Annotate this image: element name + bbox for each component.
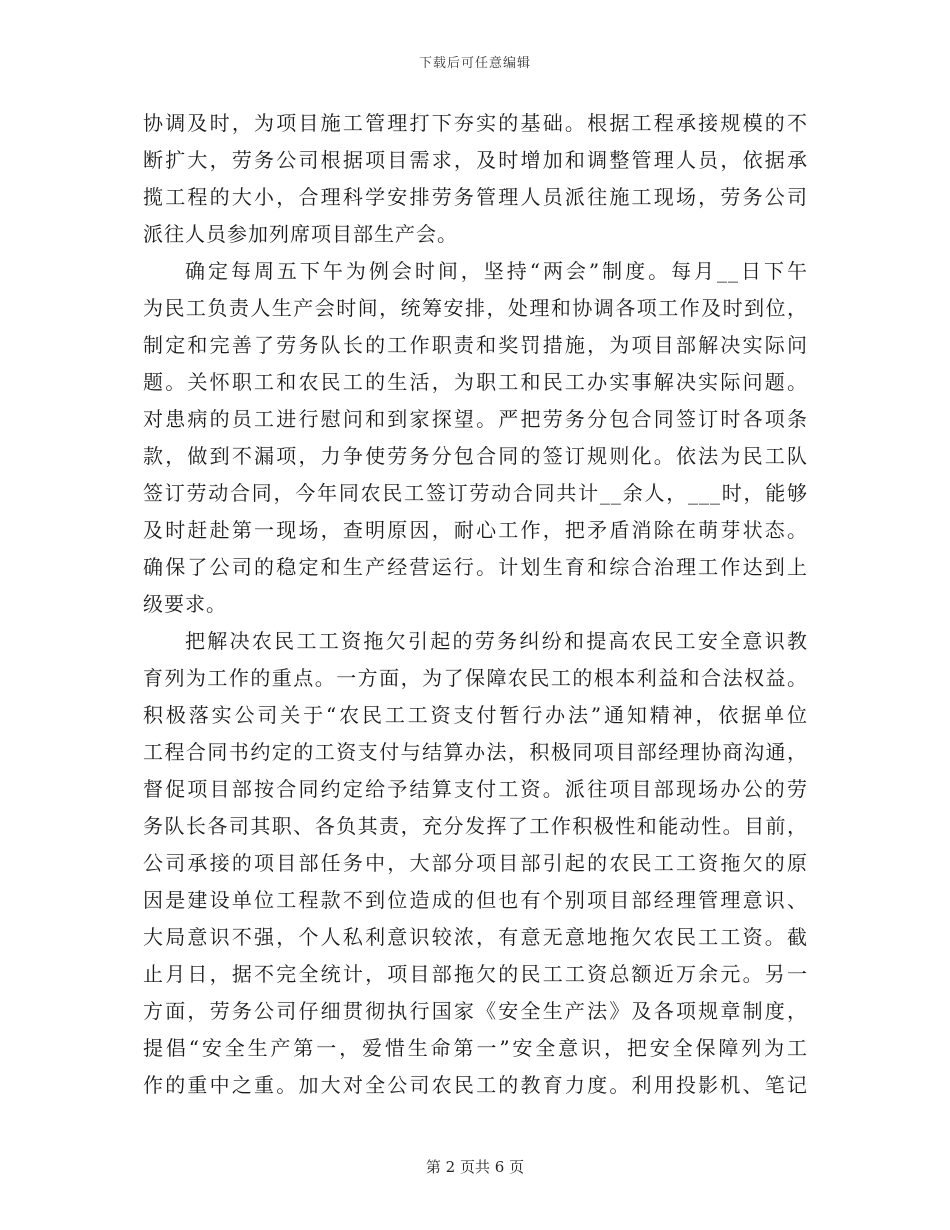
text-line: 提倡“安全生产第一，爱惜生命第一”安全意识，把安全保障列为工: [143, 1036, 808, 1060]
text-line: 公司承接的项目部任务中，大部分项目部引起的农民工工资拖欠的原: [143, 851, 808, 875]
text-line: 为民工负责人生产会时间，统筹安排，处理和协调各项工作及时到位，: [143, 296, 808, 320]
text-line: 止月日，据不完全统计，项目部拖欠的民工工资总额近万余元。另一: [143, 962, 808, 986]
text-line: 制定和完善了劳务队长的工作职责和奖罚措施，为项目部解决实际问: [143, 333, 808, 357]
text-line: 协调及时，为项目施工管理打下夯实的基础。根据工程承接规模的不: [143, 111, 808, 135]
text-line: 工程合同书约定的工资支付与结算办法，积极同项目部经理协商沟通，: [143, 740, 808, 764]
page-header: 下载后可任意编辑: [418, 56, 531, 71]
page-number: 第 2 页共 6 页: [425, 1158, 525, 1176]
text-line: 大局意识不强，个人私利意识较浓，有意无意地拖欠农民工工资。截: [143, 925, 808, 949]
text-line: 方面，劳务公司仔细贯彻执行国家《安全生产法》及各项规章制度，: [143, 999, 808, 1023]
paragraph-2: [143, 253, 808, 623]
text-line: 积极落实公司关于“农民工工资支付暂行办法”通知精神，依据单位: [143, 703, 808, 727]
text-line: 揽工程的大小，合理科学安排劳务管理人员派往施工现场，劳务公司: [143, 185, 808, 209]
text-line: 断扩大，劳务公司根据项目需求，及时增加和调整管理人员，依据承: [143, 148, 808, 172]
text-line: 务队长各司其职、各负其责，充分发挥了工作积极性和能动性。目前，: [143, 814, 808, 838]
text-line: 级要求。: [143, 592, 227, 616]
paragraph-3: [143, 623, 808, 1104]
text-line: 及时赶赴第一现场，查明原因，耐心工作，把矛盾消除在萌芽状态。: [143, 518, 808, 542]
paragraph-1: [143, 105, 808, 253]
text-line: 签订劳动合同，今年同农民工签订劳动合同共计__余人，___时，能够: [143, 481, 808, 505]
text-line: 作的重中之重。加大对全公司农民工的教育力度。利用投影机、笔记: [143, 1073, 808, 1097]
text-line: 题。关怀职工和农民工的生活，为职工和民工办实事解决实际问题。: [143, 370, 808, 394]
text-line: 因是建设单位工程款不到位造成的但也有个别项目部经理管理意识、: [143, 888, 808, 912]
text-line: 育列为工作的重点。一方面，为了保障农民工的根本利益和合法权益。: [143, 666, 808, 690]
text-line: 款，做到不漏项，力争使劳务分包合同的签订规则化。依法为民工队: [143, 444, 808, 468]
text-line: 对患病的员工进行慰问和到家探望。严把劳务分包合同签订时各项条: [143, 407, 808, 431]
text-line: 把解决农民工工资拖欠引起的劳务纠纷和提高农民工安全意识教: [185, 629, 808, 653]
text-line: 确定每周五下午为例会时间，坚持“两会”制度。每月__日下午: [185, 259, 808, 283]
text-line: 确保了公司的稳定和生产经营运行。计划生育和综合治理工作达到上: [143, 555, 808, 579]
document-body: [143, 105, 808, 1104]
text-line: 派往人员参加列席项目部生产会。: [143, 222, 458, 246]
text-line: 督促项目部按合同约定给予结算支付工资。派往项目部现场办公的劳: [143, 777, 808, 801]
